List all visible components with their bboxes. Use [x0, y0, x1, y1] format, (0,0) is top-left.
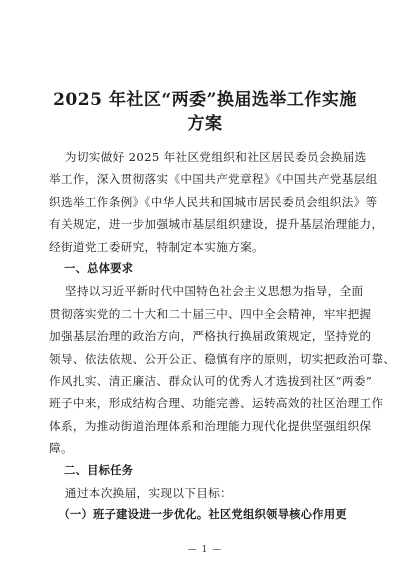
paragraph-requirements-line-5: 作风扎实、清正廉洁、群众认可的优秀人才选拔到社区“两委” — [49, 374, 373, 388]
paragraph-requirements-line-4: 领导、依法依规、公开公正、稳慎有序的原则，切实把政治可靠、 — [49, 351, 396, 366]
paragraph-intro-line-5: 经街道党工委研究，特制定本实施方案。 — [49, 239, 264, 254]
paragraph-requirements-line-6: 班子中来，形成结构合理、功能完善、运转高效的社区治理工作 — [49, 396, 384, 411]
paragraph-intro-line-3: 织选举工作条例》《中华人民共和国城市居民委员会组织法》等 — [49, 194, 378, 209]
paragraph-requirements-line-7: 体系，为推动街道治理体系和治理能力现代化提供坚强组织保 — [49, 418, 372, 433]
section-heading-objectives: 二、目标任务 — [41, 463, 134, 477]
objective-item-1-line: （一）班子建设进一步优化。社区党组织领导核心作用更 — [41, 508, 347, 522]
paragraph-requirements-line-1: 坚持以习近平新时代中国特色社会主义思想为指导，全面 — [41, 284, 364, 299]
document-title-line-2: 方案 — [187, 114, 223, 134]
paragraph-intro-line-4: 有关规定，进一步加强城市基层组织建设，提升基层治理能力， — [49, 217, 384, 232]
paragraph-requirements-line-8: 障。 — [49, 441, 73, 456]
paragraph-requirements-line-2: 贯彻落实党的二十大和二十届三中、四中全会精神，牢牢把握 — [49, 306, 372, 321]
page-number: — 1 — — [187, 545, 223, 555]
paragraph-intro-line-1: 为切实做好 2025 年社区党组织和社区居民委员会换届选 — [41, 150, 367, 164]
section-heading-general-requirements: 一、总体要求 — [41, 262, 134, 275]
document-title-line-1: 2025 年社区“两委”换届选举工作实施 — [53, 90, 357, 110]
paragraph-intro-line-2: 举工作，深入贯彻落实《中国共产党章程》《中国共产党基层组 — [49, 172, 378, 187]
paragraph-objectives-intro: 通过本次换届，实现以下目标： — [41, 486, 233, 500]
paragraph-requirements-line-3: 加强基层治理的政治方向，严格执行换届政策规定，坚持党的 — [49, 329, 372, 344]
